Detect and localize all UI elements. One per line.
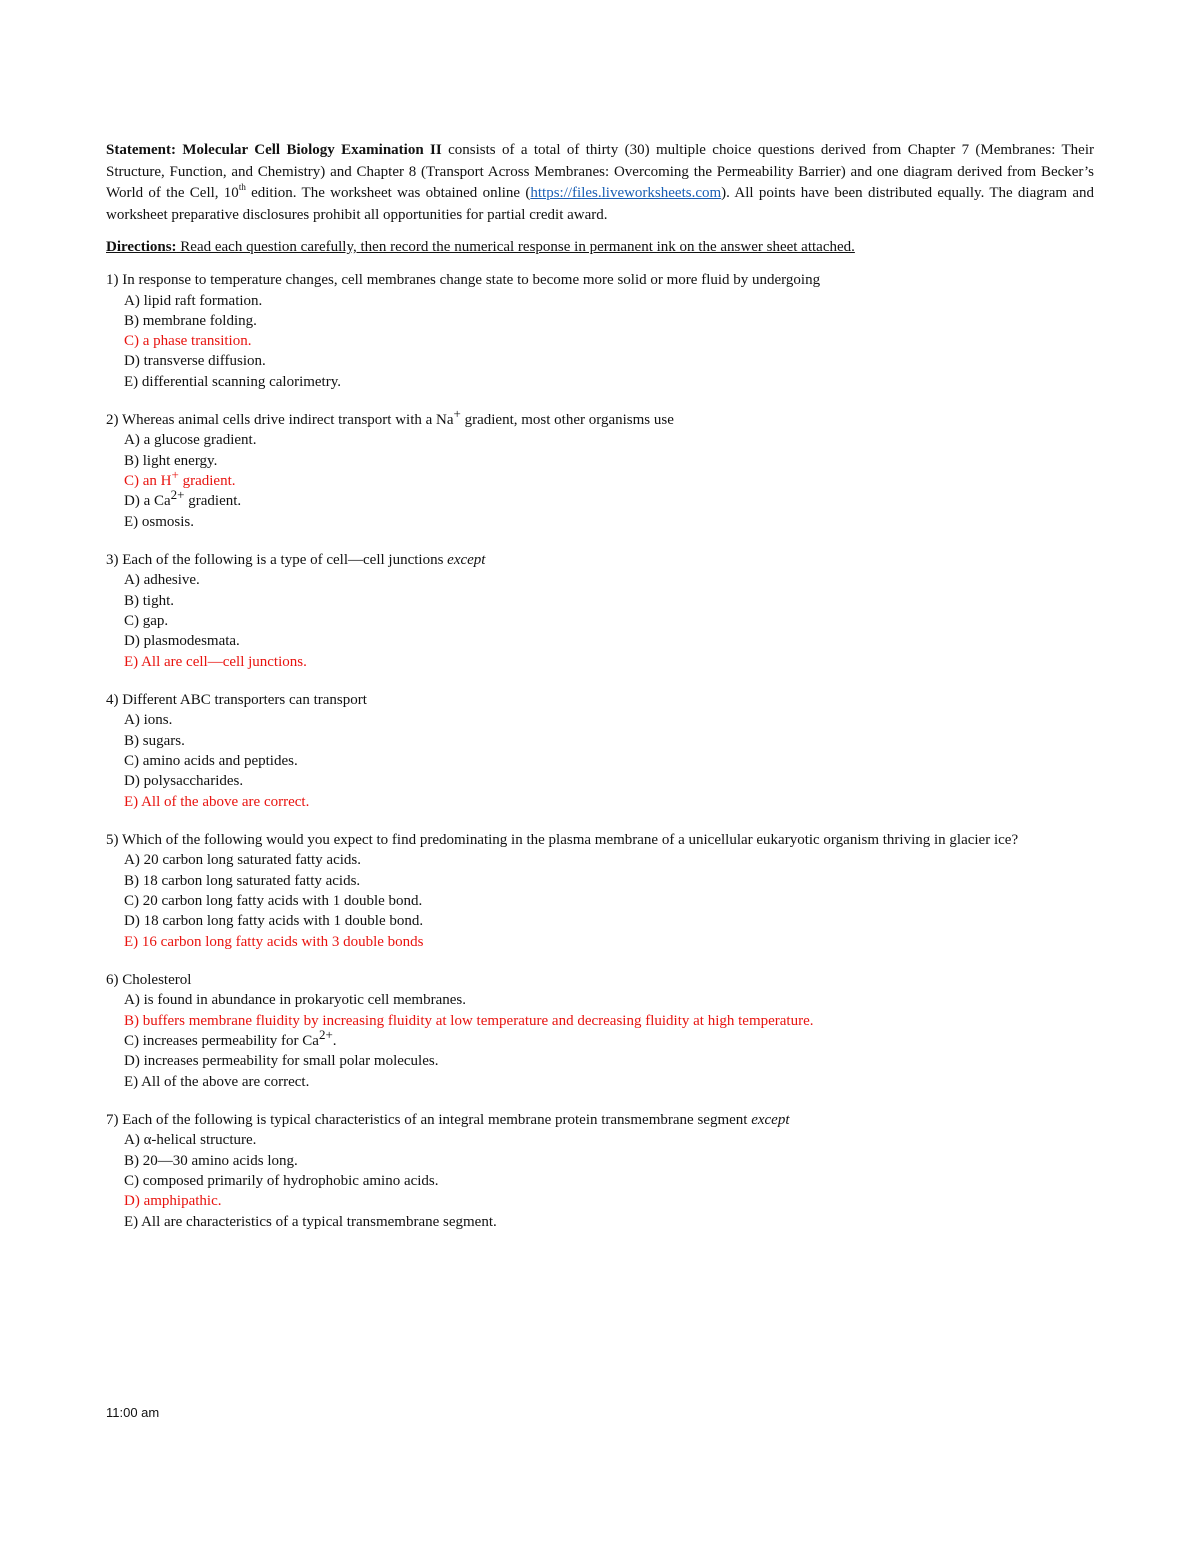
options-list (106, 710, 1094, 811)
question-stem: 6) Cholesterol (106, 971, 192, 988)
option-e: E) All of the above are correct. (124, 1073, 310, 1090)
option-b: B) membrane folding. (124, 312, 257, 329)
question-2 (106, 405, 1094, 532)
option-c-correct (124, 467, 1094, 491)
question-3 (106, 550, 1094, 672)
options-list (106, 990, 1094, 1091)
option-c-text: C) increases permeability for Ca (124, 1033, 319, 1050)
stem-part-b: gradient, most other organisms use (460, 411, 674, 428)
option-a: A) is found in abundance in prokaryotic cell membranes. (124, 992, 466, 1009)
option-c (124, 1027, 1094, 1051)
options-list (106, 850, 1094, 951)
footer-time: 11:00 am (106, 1405, 160, 1420)
stem-except: except (447, 551, 486, 568)
question-4 (106, 690, 1094, 812)
option-a: A) α-helical structure. (124, 1132, 257, 1149)
option-c: C) 20 carbon long fatty acids with 1 double bond. (124, 893, 423, 910)
option-c-correct: C) a phase transition. (124, 333, 252, 350)
directions-paragraph (106, 236, 1094, 258)
stem-text: 7) Each of the following is typical characteristics of an integral membrane protein transmembrane segment (106, 1111, 752, 1128)
stem-part-a: 2) Whereas animal cells drive indirect transport with a Na (106, 411, 454, 428)
options-list (106, 430, 1094, 531)
options-list (106, 570, 1094, 671)
question-stem (106, 1110, 1094, 1131)
question-1 (106, 270, 1094, 392)
question-stem (106, 405, 1094, 431)
option-e: E) All are characteristics of a typical transmembrane segment. (124, 1213, 497, 1230)
exam-title: Molecular Cell Biology Examination II (182, 142, 442, 158)
directions-label: Directions: (106, 239, 177, 255)
stem-superscript: + (453, 405, 461, 421)
directions-text: Read each question carefully, then record the numerical response in permanent ink on the answer sheet attached. (176, 239, 855, 255)
option-a: A) adhesive. (124, 572, 200, 589)
option-d: D) 18 carbon long fatty acids with 1 double bond. (124, 913, 424, 930)
option-c: C) composed primarily of hydrophobic amino acids. (124, 1173, 439, 1189)
option-c: C) gap. (124, 613, 169, 630)
option-d-text: D) a Ca (124, 493, 171, 510)
edition-superscript: th (238, 182, 246, 192)
option-e: E) osmosis. (124, 513, 195, 530)
statement-label: Statement: (106, 142, 176, 158)
option-d: D) polysaccharides. (124, 773, 244, 790)
option-e-correct: E) All are cell—cell junctions. (124, 653, 307, 670)
option-b: B) sugars. (124, 732, 185, 749)
option-a: A) ions. (124, 712, 173, 729)
option-d-superscript: 2+ (170, 487, 185, 503)
worksheet-link[interactable]: https://files.liveworksheets.com (530, 185, 722, 201)
question-stem: 5) Which of the following would you expect to find predominating in the plasma membrane of a unicellular eukaryotic organism thriving in glacier ice? (106, 831, 1019, 848)
question-stem: 4) Different ABC transporters can transport (106, 691, 367, 708)
option-e-correct: E) 16 carbon long fatty acids with 3 double bonds (124, 933, 424, 950)
option-d-correct: D) amphipathic. (124, 1193, 222, 1210)
option-c-superscript: + (171, 467, 179, 483)
option-c-superscript: 2+ (318, 1027, 333, 1043)
option-b: B) tight. (124, 592, 175, 609)
option-a: A) a glucose gradient. (124, 432, 257, 449)
option-a: A) lipid raft formation. (124, 292, 263, 309)
option-b: B) 20—30 amino acids long. (124, 1152, 298, 1169)
option-c-tail: gradient. (178, 473, 236, 490)
option-d: D) plasmodesmata. (124, 633, 240, 650)
option-a: A) 20 carbon long saturated fatty acids. (124, 852, 362, 869)
question-stem: 1) In response to temperature changes, cell membranes change state to become more solid or more fluid by undergoing (106, 272, 821, 288)
stem-text: 3) Each of the following is a type of cell—cell junctions (106, 551, 448, 568)
option-d-tail: gradient. (184, 493, 242, 510)
stem-except: except (751, 1111, 790, 1128)
question-5 (106, 830, 1094, 952)
exam-page (106, 140, 1094, 1250)
options-list (106, 1130, 1094, 1231)
option-e: E) differential scanning calorimetry. (124, 373, 341, 390)
option-b: B) light energy. (124, 452, 218, 469)
statement-text-c: ). All points have been distributed equally. The diagram and worksheet preparative disclosures prohibit all opportunities for partial credit award. (106, 185, 1095, 223)
option-b-correct: B) buffers membrane fluidity by increasing fluidity at low temperature and decreasing fluidity at high temperature. (124, 1012, 814, 1029)
option-d (124, 487, 1094, 511)
statement-text-a: consists of a total of thirty (30) multiple choice questions derived from Chapter 7 (Membranes: Their Structure, Function, and Chemistry) and Chapter 8 (Transport Across Membranes: Overcoming the Permeability Barrier) and one diagram derived from Becker’s World of the Cell, 10 (106, 142, 1094, 201)
option-d: D) increases permeability for small polar molecules. (124, 1053, 439, 1070)
option-e-correct: E) All of the above are correct. (124, 793, 310, 810)
option-d: D) transverse diffusion. (124, 353, 266, 370)
statement-paragraph (106, 140, 1094, 226)
question-stem (106, 550, 1094, 571)
option-c-tail: . (332, 1033, 337, 1050)
option-b: B) 18 carbon long saturated fatty acids. (124, 872, 361, 889)
options-list (106, 291, 1094, 392)
statement-text-b: edition. The worksheet was obtained online ( (245, 185, 531, 201)
question-6 (106, 970, 1094, 1092)
option-c-text: C) an H (124, 473, 172, 490)
option-c: C) amino acids and peptides. (124, 753, 298, 770)
question-7 (106, 1110, 1094, 1232)
